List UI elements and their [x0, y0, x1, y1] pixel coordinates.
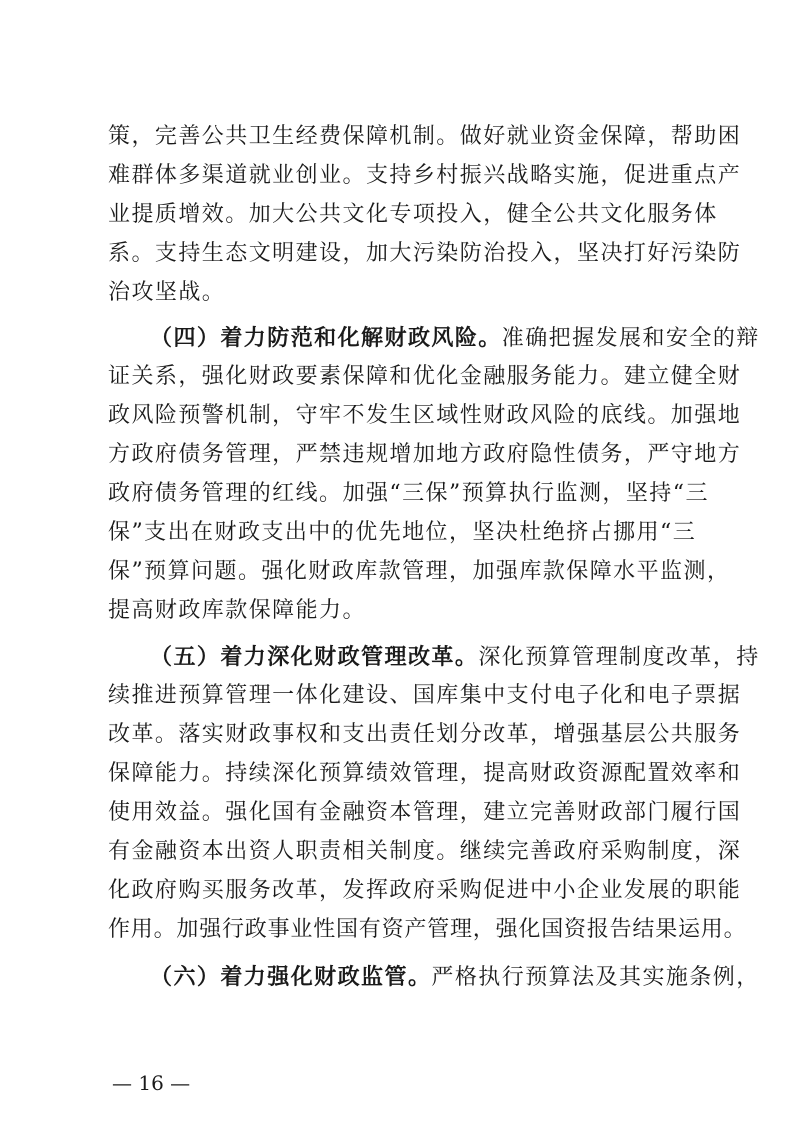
paragraph-line: 策，完善公共卫生经费保障机制。做好就业资金保障，帮助困: [108, 124, 742, 149]
paragraph-line: 化政府购买服务改革，发挥政府采购促进中小企业发展的职能: [108, 878, 742, 903]
paragraph-line: 证关系，强化财政要素保障和优化金融服务能力。建立健全财: [108, 364, 742, 389]
section-4-text: 准确把握发展和安全的辩: [501, 326, 760, 351]
paragraph-line: 保”预算问题。强化财政库款管理，加强库款保障水平监测，: [108, 559, 731, 584]
paragraph-line: 续推进预算管理一体化建设、国库集中支付电子化和电子票据: [108, 683, 742, 708]
paragraph-line: 政府债务管理的红线。加强“三保”预算执行监测，坚持“三: [108, 481, 709, 506]
paragraph-line: 使用效益。强化国有金融资本管理，建立完善财政部门履行国: [108, 800, 742, 825]
page-number: — 16 —: [112, 1071, 191, 1095]
section-heading-5: （五）着力深化财政管理改革。: [150, 644, 479, 670]
section-6-text: 严格执行预算法及其实施条例，: [431, 965, 760, 990]
paragraph-line: 方政府债务管理，严禁违规增加地方政府隐性债务，严守地方: [108, 442, 742, 467]
paragraph-line: 作用。加强行政事业性国有资产管理，强化国资报告结果运用。: [108, 917, 747, 942]
section-5-text: 深化预算管理制度改革，持: [478, 645, 760, 670]
paragraph-line: 提高财政库款保障能力。: [108, 598, 366, 623]
paragraph-line: 改革。落实财政事权和支出责任划分改革，增强基层公共服务: [108, 722, 742, 747]
section-5-first-line: [150, 638, 760, 676]
paragraph-line: 难群体多渠道就业创业。支持乡村振兴战略实施，促进重点产: [108, 163, 742, 188]
section-heading-4: （四）着力防范和化解财政风险。: [150, 325, 502, 351]
paragraph-line: 系。支持生态文明建设，加大污染防治投入，坚决打好污染防: [108, 241, 742, 266]
paragraph-line: 保障能力。持续深化预算绩效管理，提高财政资源配置效率和: [108, 761, 742, 786]
section-4-first-line: [150, 319, 760, 357]
paragraph-line: 有金融资本出资人职责相关制度。继续完善政府采购制度，深: [108, 839, 742, 864]
paragraph-line: 业提质增效。加大公共文化专项投入，健全公共文化服务体: [108, 202, 718, 227]
paragraph-line: 政风险预警机制，守牢不发生区域性财政风险的底线。加强地: [108, 403, 742, 428]
section-6-first-line: [150, 958, 760, 996]
section-heading-6: （六）着力强化财政监管。: [150, 964, 432, 990]
paragraph-line: 治攻坚战。: [108, 280, 226, 305]
paragraph-line: 保”支出在财政支出中的优先地位，坚决杜绝挤占挪用“三: [108, 520, 697, 545]
